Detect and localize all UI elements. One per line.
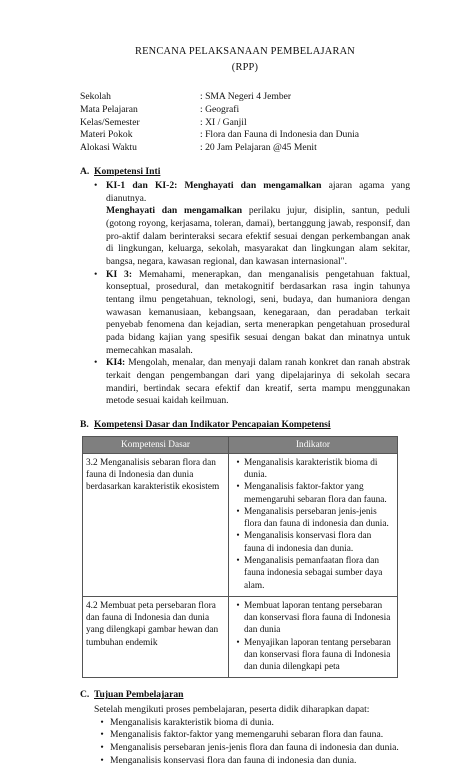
- ki-body-2: perilaku jujur, disiplin, santun, peduli (gotong royong, kerjasama, toleran, damai), bertanggung jawab, responsif, dan pro-aktif dalam berinteraksi secara efektif sesuai dengan perkembangan anak di lingkungan, keluarga, sekolah, masyarakat dan lingkungan alam sekitar, bangsa, negara, kawasan regional, dan kawasan internasional".: [106, 205, 410, 268]
- indicator-item: [232, 530, 394, 555]
- meta-value: : SMA Negeri 4 Jember: [200, 91, 292, 103]
- section-letter: B.: [80, 418, 89, 430]
- column-header-kd: Kompetensi Dasar: [83, 436, 229, 453]
- document-title-block: [80, 44, 410, 75]
- section-tujuan-pembelajaran: [80, 689, 410, 767]
- table-header-row: [83, 436, 398, 453]
- section-title: Kompetensi Inti: [94, 165, 161, 177]
- tujuan-intro: Setelah mengikuti proses pembelajaran, peserta didik diharapkan dapat:: [94, 704, 370, 716]
- section-letter: C.: [80, 689, 90, 701]
- indicator-text: Menyajikan laporan tentang persebaran dan konservasi flora fauna di Indonesia dan dunia dilengkapi peta: [244, 637, 391, 673]
- kd-indicator-table: [82, 436, 398, 679]
- bullet-icon: •: [100, 754, 104, 766]
- bullet-icon: •: [236, 600, 240, 611]
- ki-body: Memahami, menerapkan, dan menganalisis pengetahuan faktual, konseptual, prosedural, dan metakognitif berdasarkan rasa ingin tahunya tentang ilmu pengetahuan, teknologi, seni, budaya, dan humaniora dengan wawasan kemanusiaan, kebangsaan, kenegaraan, dan peradaban terkait penyebab fenomena dan kejadian, serta menerapkan pengetahuan prosedural pada bidang kajian yang spesifik sesuai dengan bakat dan minatnya untuk memecahkan masalah.: [106, 268, 410, 356]
- column-header-indikator: Indikator: [229, 436, 398, 453]
- tujuan-text: Menganalisis karakteristik bioma di dunia.: [110, 716, 274, 728]
- kd-cell: 4.2 Membuat peta persebaran flora dan fauna di Indonesia dan dunia yang dilengkapi gambar hewan dan tumbuhan endemik: [83, 596, 229, 678]
- ki-item-4: [94, 357, 410, 408]
- ki-body: ajaran agama yang dianutnya.: [106, 180, 410, 204]
- indicator-text: Membuat laporan tentang persebaran dan konservasi flora fauna di Indonesia dan dunia: [244, 600, 391, 636]
- tujuan-text: Menganalisis persebaran jenis-jenis flora dan fauna di indonesia dan dunia.: [110, 742, 399, 754]
- ki-item-1-2: [94, 180, 410, 269]
- indicator-item: [232, 506, 394, 531]
- indicator-text: Menganalisis faktor-faktor yang memengaruhi sebaran flora dan fauna.: [244, 482, 387, 505]
- indicator-item: [232, 481, 394, 506]
- bullet-icon: •: [94, 268, 98, 280]
- indicator-cell: [229, 453, 398, 596]
- table-row: [83, 453, 398, 596]
- list-item: [94, 717, 410, 730]
- indicator-cell: [229, 596, 398, 678]
- list-item: [94, 755, 410, 767]
- bullet-icon: •: [236, 556, 240, 567]
- ki-list: [94, 180, 410, 408]
- meta-key: Sekolah: [80, 91, 111, 103]
- section-kompetensi-dasar: [80, 419, 410, 678]
- meta-key: Alokasi Waktu: [80, 141, 137, 153]
- meta-row: [80, 104, 410, 117]
- list-item: [94, 742, 410, 755]
- indicator-text: Menganalisis karakteristik bioma di dunia.: [244, 457, 378, 481]
- meta-key: Kelas/Semester: [80, 116, 140, 128]
- ki-item-3: [94, 269, 410, 358]
- ki-body: Mengolah, menalar, dan menyaji dalam ranah konkret dan ranah abstrak terkait dengan pengembangan dari yang dipelajarinya di sekolah secara mandiri, bertindak secara efektif dan kreatif, serta mampu menggunakan metode sesuai kaidah keilmuan.: [106, 357, 410, 407]
- tujuan-list: [94, 717, 410, 767]
- section-title: Tujuan Pembelajaran: [94, 689, 184, 701]
- ki-label: KI-1 dan KI-2: Menghayati dan mengamalkan: [106, 180, 322, 192]
- section-heading: [80, 689, 410, 702]
- bullet-icon: •: [100, 716, 104, 728]
- document-title: RENCANA PELAKSANAAN PEMBELAJARAN: [134, 46, 355, 57]
- ki-label: KI4:: [106, 357, 126, 369]
- tujuan-text: Menganalisis faktor-faktor yang memengaruhi sebaran flora dan fauna.: [110, 729, 384, 741]
- bullet-icon: •: [236, 531, 240, 542]
- meta-value: : XI / Ganjil: [200, 116, 247, 128]
- tujuan-text: Menganalisis konservasi flora dan fauna di indonesia dan dunia.: [110, 754, 357, 766]
- list-item: [94, 729, 410, 742]
- section-heading: [80, 419, 410, 432]
- identity-table: [80, 91, 410, 154]
- meta-row: [80, 129, 410, 142]
- bullet-icon: •: [100, 742, 104, 754]
- section-title: Kompetensi Dasar dan Indikator Pencapaian Kompetensi: [94, 418, 331, 430]
- meta-key: Materi Pokok: [80, 129, 133, 141]
- indicator-item: [232, 637, 394, 674]
- ki-text: [106, 357, 410, 408]
- indicator-item: [232, 457, 394, 482]
- section-heading: [80, 166, 410, 179]
- bullet-icon: •: [236, 482, 240, 493]
- table-row: [83, 596, 398, 678]
- ki-text: [106, 180, 410, 269]
- bullet-icon: •: [236, 637, 240, 648]
- ki-text: [106, 269, 410, 358]
- bullet-icon: •: [236, 457, 240, 468]
- section-kompetensi-inti: [80, 166, 410, 408]
- meta-value: : Flora dan Fauna di Indonesia dan Dunia: [200, 129, 360, 141]
- meta-value: : 20 Jam Pelajaran @45 Menit: [200, 141, 317, 153]
- meta-row: [80, 91, 410, 104]
- meta-row: [80, 117, 410, 130]
- section-letter: A.: [80, 165, 90, 177]
- indicator-text: Menganalisis persebaran jenis-jenis flora dan fauna di indonesia dan dunia.: [244, 506, 389, 530]
- bullet-icon: •: [94, 180, 98, 192]
- indicator-text: Menganalisis konservasi flora dan fauna di indonesia dan dunia.: [244, 531, 372, 554]
- document-subtitle: (RPP): [231, 61, 259, 73]
- ki-label: KI 3:: [106, 268, 133, 280]
- indicator-item: [232, 600, 394, 637]
- meta-row: [80, 142, 410, 155]
- meta-value: : Geografi: [200, 103, 240, 115]
- kd-cell: 3.2 Menganalisis sebaran flora dan fauna di Indonesia dan dunia berdasarkan karakteristik ekosistem: [83, 453, 229, 596]
- bullet-icon: •: [94, 357, 98, 369]
- bullet-icon: •: [100, 729, 104, 741]
- indicator-text: Menganalisis pemanfaatan flora dan fauna indonesia sebagai sumber daya alam.: [244, 556, 383, 591]
- bullet-icon: •: [236, 506, 240, 517]
- meta-key: Mata Pelajaran: [80, 103, 138, 115]
- indicator-item: [232, 555, 394, 592]
- ki-label-2: Menghayati dan mengamalkan: [106, 205, 243, 217]
